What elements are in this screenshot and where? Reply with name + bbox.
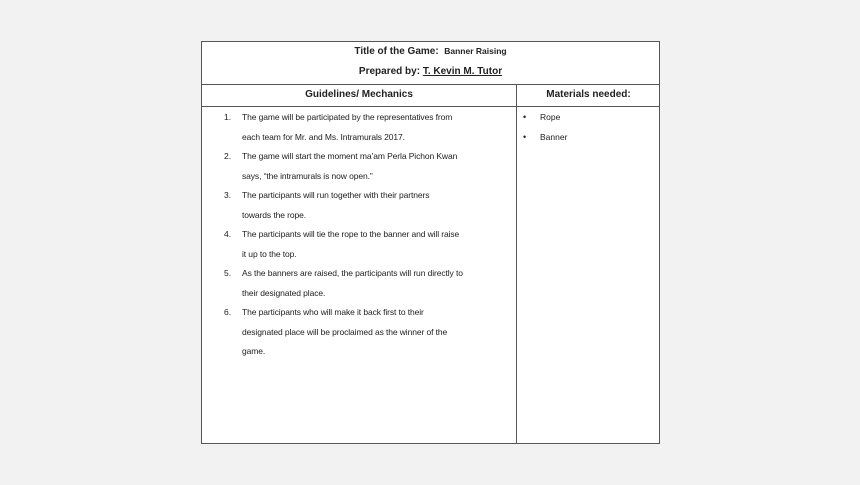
guideline-text-line: towards the rope. (242, 209, 306, 220)
guidelines-list (202, 108, 516, 362)
prepared-by-label: Prepared by: (358, 66, 421, 77)
header-row (202, 85, 659, 107)
guideline-text-line: says, “the intramurals is now open.” (242, 170, 373, 181)
materials-list (517, 108, 660, 147)
bullet-icon: • (523, 112, 527, 122)
title-row (202, 42, 659, 85)
guidelines-header: Guidelines/ Mechanics (305, 89, 413, 100)
guideline-text-line: The game will start the moment ma’am Perla Pichon Kwan (242, 151, 458, 161)
guideline-text-line: The game will be participated by the representatives from (242, 112, 453, 122)
guideline-number: 6. (224, 307, 232, 317)
guideline-item (202, 225, 516, 264)
material-item (517, 108, 660, 128)
guideline-text-line: each team for Mr. and Ms. Intramurals 2017. (242, 131, 405, 142)
guideline-text-line: The participants who will make it back first to their (242, 307, 424, 317)
guideline-text-line: The participants will tie the rope to the banner and will raise (242, 229, 460, 239)
guideline-item (202, 303, 516, 362)
guideline-text-line: it up to the top. (242, 248, 297, 259)
guideline-item (202, 186, 516, 225)
guideline-number: 4. (224, 229, 232, 239)
game-name: Banner Raising (444, 46, 507, 56)
guideline-item (202, 264, 516, 303)
material-label: Rope (540, 112, 561, 122)
guideline-item (202, 108, 516, 147)
guideline-number: 2. (224, 151, 232, 161)
guideline-text-line: game. (242, 346, 266, 356)
guideline-text-line: As the banners are raised, the participants will run directly to (242, 268, 463, 278)
game-title (202, 45, 659, 58)
materials-header: Materials needed: (546, 89, 631, 100)
guideline-number: 3. (224, 190, 232, 200)
material-item (517, 128, 660, 148)
guideline-text-line: designated place will be proclaimed as the winner of the (242, 326, 448, 337)
guideline-number: 1. (224, 112, 232, 122)
guideline-text-line: their designated place. (242, 287, 326, 298)
game-document-table (201, 41, 660, 444)
author-name: T. Kevin M. Tutor (422, 66, 503, 77)
guideline-number: 5. (224, 268, 232, 278)
material-label: Banner (540, 131, 568, 142)
prepared-by (202, 66, 659, 78)
bullet-icon: • (523, 131, 527, 142)
game-title-label: Title of the Game: (354, 46, 439, 57)
guideline-text-line: The participants will run together with their partners (242, 190, 430, 200)
guideline-item (202, 147, 516, 186)
